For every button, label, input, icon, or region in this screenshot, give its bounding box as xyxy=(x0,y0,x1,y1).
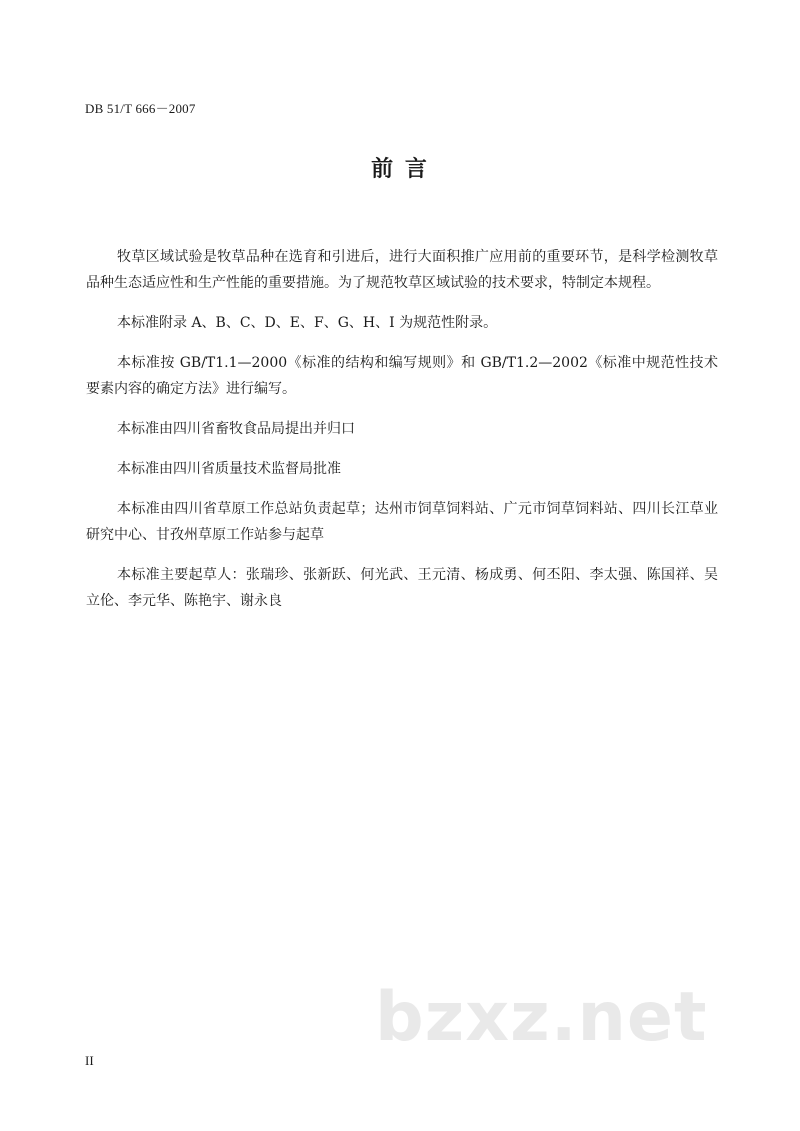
watermark: bzxz.net xyxy=(375,978,708,1057)
page-title: 前 言 xyxy=(371,157,429,182)
paragraph-drafting-units: 本标准由四川省草原工作总站负责起草；达州市饲草饲料站、广元市饲草饲料站、四川长江草业研究中心、甘孜州草原工作站参与起草 xyxy=(86,501,718,543)
standard-code: DB 51/T 666－2007 xyxy=(85,101,196,116)
document-body xyxy=(86,244,718,628)
paragraph-drafting-rules: 本标准按 GB/T1.1—2000《标准的结构和编写规则》和 GB/T1.2—2002《标准中规范性技术要素内容的确定方法》进行编写。 xyxy=(86,355,718,397)
paragraph-appendix: 本标准附录 A、B、C、D、E、F、G、H、I 为规范性附录。 xyxy=(117,315,498,331)
paragraph-drafters: 本标准主要起草人：张瑞珍、张新跃、何光武、王元清、杨成勇、何丕阳、李太强、陈国祥、吴立伦、李元华、陈艳宇、谢永良 xyxy=(86,567,718,609)
page-number: II xyxy=(85,1053,94,1068)
paragraph-approved-by: 本标准由四川省质量技术监督局批准 xyxy=(117,461,341,477)
paragraph-intro: 牧草区域试验是牧草品种在选育和引进后，进行大面积推广应用前的重要环节，是科学检测牧草品种生态适应性和生产性能的重要措施。为了规范牧草区域试验的技术要求，特制定本规程。 xyxy=(86,249,718,291)
paragraph-proposed-by: 本标准由四川省畜牧食品局提出并归口 xyxy=(117,421,355,437)
